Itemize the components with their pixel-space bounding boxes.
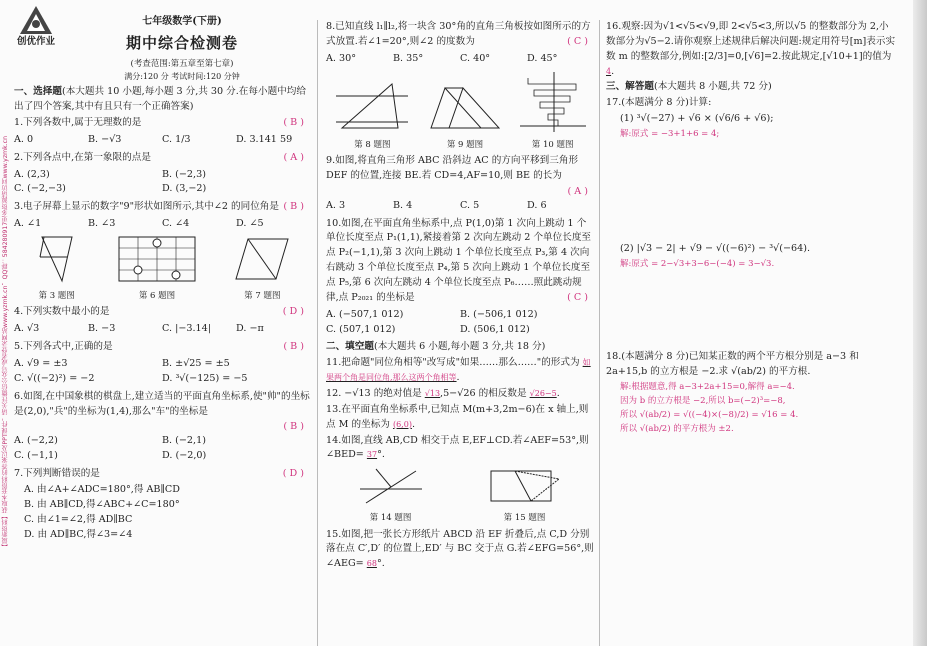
q14-text-end: °. xyxy=(377,449,385,461)
translated-triangle-diagram xyxy=(425,78,505,134)
figure-q7-caption: 第 7 题图 xyxy=(244,291,281,302)
q6-option-a: A. (−2,2) xyxy=(14,435,58,447)
column-2 xyxy=(326,20,594,573)
q10-option-b: B. (−506,1 012) xyxy=(460,308,538,320)
q5-option-d: D. ³√(−125) = −5 xyxy=(162,372,248,384)
q4-option-d: D. −π xyxy=(236,323,264,335)
q12-text-mid: ,5−√26 的相反数是 xyxy=(440,387,527,399)
figure-q10-caption: 第 10 题图 xyxy=(531,139,574,150)
q8-option-a: A. 30° xyxy=(326,52,357,64)
q2-text: 2.下列各点中,在第一象限的点是 xyxy=(14,151,151,163)
q17-space xyxy=(606,142,896,242)
q7-stem xyxy=(14,467,310,482)
figure-q3 xyxy=(32,235,82,303)
q8-options xyxy=(326,52,594,67)
q7-option-a: A. 由∠A+∠ADC=180°,得 AB∥CD xyxy=(24,483,180,495)
q4-text: 4.下列实数中最小的是 xyxy=(14,306,110,318)
q5-option-b: B. ±√25 = ±5 xyxy=(162,357,230,369)
q10-options xyxy=(326,308,594,338)
q3-answer: ( B ) xyxy=(283,201,304,213)
q10-answer: ( C ) xyxy=(567,291,588,303)
figure-q9 xyxy=(425,78,505,152)
q11-fill: 如果两个角是同位角,那么这两个角相等 xyxy=(326,358,591,383)
q16 xyxy=(606,20,896,79)
q18-solution4: 所以 √(ab/2) 的平方根为 ±2. xyxy=(620,424,734,435)
q10-text: 10.如图,在平面直角坐标系中,点 P(1,0)第 1 次向上跳动 1 个单位长度至点 P₁(1,1),紧接着第 2 次向左跳动 2 个单位长度至点 P₂(−1,1),第 3 次向上跳动 1 个单位长度至点 P₃,第 4 次向右跳动 3 个单位长度至点 P₄,第 5 次向上跳动 1 个单位长度至点 P₅,第 6 次向左跳动 4 个单位长度至点 P₆……照此跳动规律,点 P₂₀₂₁ 的坐标是 xyxy=(326,217,592,303)
figures-row-b xyxy=(326,70,594,152)
chess-board-diagram xyxy=(117,235,197,285)
q8-option-b: B. 35° xyxy=(393,52,424,64)
q4-options xyxy=(14,322,310,337)
q4-option-c: C. |−3.14| xyxy=(162,323,211,335)
figure-q14 xyxy=(356,465,426,525)
q18-solution1: 解:根据题意,得 a−3+2a+15=0,解得 a=−4. xyxy=(620,381,795,392)
q6-answer-line xyxy=(14,420,310,432)
q1-option-c: C. 1/3 xyxy=(162,133,191,145)
column-divider-1 xyxy=(317,20,318,646)
jumping-points-diagram xyxy=(518,70,588,134)
q7-option-c: C. 由∠1=∠2,得 AD∥BC xyxy=(24,513,133,525)
q1-answer: ( B ) xyxy=(283,117,304,129)
section1-desc: (本大题共 10 小题,每小题 3 分,共 30 分.在每小题中均给出了四个答案,其中有且只有一个正确答案) xyxy=(14,86,306,113)
folded-rectangle-diagram xyxy=(485,465,565,507)
q4-option-a: A. √3 xyxy=(14,323,40,335)
q10-option-c: C. (507,1 012) xyxy=(326,323,396,335)
section2 xyxy=(326,340,594,355)
q9-answer-line xyxy=(326,185,594,197)
q1-option-a: A. 0 xyxy=(14,133,34,145)
q15-fill: 68 xyxy=(366,559,377,569)
figures-row-a xyxy=(14,235,310,303)
q15 xyxy=(326,528,594,573)
q11-text-end: . xyxy=(456,372,460,384)
figure-q15-caption: 第 15 题图 xyxy=(503,513,546,524)
q15-text: 15.如图,把一张长方形纸片 ABCD 沿 EF 折叠后,点 C,D 分别落在点 C′,D′ 的位置上,ED′ 与 BC 交于点 G.若∠EFG=56°,则∠AEG= xyxy=(326,528,594,570)
q2-option-c: C. (−2,−3) xyxy=(14,183,66,195)
figure-q7 xyxy=(232,235,292,303)
q2-answer: ( A ) xyxy=(283,151,304,163)
q5-text: 5.下列各式中,正确的是 xyxy=(14,341,113,353)
q17-solution1: 解:原式 = −3+1+6 = 4; xyxy=(620,129,720,140)
q13-text: 13.在平面直角坐标系中,已知点 M(m+3,2m−6)在 x 轴上,则点 M 的坐标为 xyxy=(326,403,589,430)
q5-answer: ( B ) xyxy=(283,341,304,353)
side-strip: 【最新资料】获取本套资料的答案以及PPT课件，请关注微信公众号或者登录网站www.yzmk.cn，QQ群：584280917更多资源请访问www.yzmk.cn xyxy=(2,136,9,550)
q7-options xyxy=(14,483,310,542)
q16-text: 16.观察:因为√1<√5<√9,即 2<√5<3,所以√5 的整数部分为 2,小数部分为√5−2.请你观察上述规律后解决问题:规定用符号[m]表示实数 m 的整数部分,例如:[2/3]=0,[√6]=2.按此规定,[√10+1]的值为 xyxy=(606,21,896,62)
q1-option-b: B. −√3 xyxy=(88,133,122,145)
q9-option-a: A. 3 xyxy=(326,199,346,211)
q14 xyxy=(326,434,594,464)
header xyxy=(54,14,310,71)
q12-text-end: . xyxy=(556,387,560,399)
q8-answer: ( C ) xyxy=(567,35,588,47)
quadrilateral-diagram xyxy=(232,235,292,285)
header-title: 期中综合检测卷 xyxy=(125,33,238,52)
column-1 xyxy=(14,16,310,542)
q3-option-a: A. ∠1 xyxy=(14,218,42,230)
logo-text: 创优作业 xyxy=(16,36,55,47)
q6-options xyxy=(14,434,310,464)
q12-fill-1: √13 xyxy=(424,388,441,398)
q4-answer: ( D ) xyxy=(282,306,304,318)
section1 xyxy=(14,85,310,115)
section3-heading: 三、解答题 xyxy=(606,81,654,93)
figure-q8-caption: 第 8 题图 xyxy=(354,139,391,150)
q3-options xyxy=(14,217,310,232)
q3-text: 3.电子屏幕上显示的数字"9"形状如图所示,其中∠2 的同位角是 xyxy=(14,201,279,213)
section3 xyxy=(606,80,896,95)
q3-option-b: B. ∠3 xyxy=(88,218,116,230)
q14-fill: 37 xyxy=(366,450,378,460)
q5-options xyxy=(14,357,310,387)
column-3 xyxy=(606,20,896,438)
q1-stem xyxy=(14,116,310,131)
q3-option-d: D. ∠5 xyxy=(236,218,264,230)
q6-text: 6.如图,在中国象棋的棋盘上,建立适当的平面直角坐标系,使"帅"的坐标是(2,0),"兵"的坐标为(1,4),那么"车"的坐标是 xyxy=(14,390,310,417)
q16-fill: 4 xyxy=(606,66,612,76)
figure-q6-caption: 第 6 题图 xyxy=(138,291,176,302)
q9-stem xyxy=(326,154,594,184)
q17-part2: (2) |√3 − 2| + √9 − √((−6)²) − ³√(−64). xyxy=(620,243,811,255)
q6-option-d: D. (−2,0) xyxy=(162,450,207,462)
q9-option-b: B. 4 xyxy=(393,199,413,211)
q13 xyxy=(326,403,594,433)
q3-stem xyxy=(14,200,310,215)
q11-text: 11.把命题"同位角相等"改写成"如果……那么……"的形式为 xyxy=(326,357,580,369)
q9-options xyxy=(326,199,594,214)
q2-option-b: B. (−2,3) xyxy=(162,168,206,180)
q12 xyxy=(326,387,594,402)
q1-options xyxy=(14,133,310,148)
header-meta: 满分:120 分 考试时间:120 分钟 xyxy=(124,71,240,81)
q2-options xyxy=(14,168,310,198)
figure-q14-caption: 第 14 题图 xyxy=(369,513,412,524)
q14-text: 14.如图,直线 AB,CD 相交于点 E,EF⊥CD.若∠AEF=53°,则∠BED= xyxy=(326,434,589,461)
header-subtitle: 七年级数学(下册) xyxy=(142,16,222,27)
q9-text: 9.如图,将直角三角形 ABC 沿斜边 AC 的方向平移到三角形 DEF 的位置,连接 BE.若 CD=4,AF=10,则 BE 的长为 xyxy=(326,154,579,181)
q7-text: 7.下列判断错误的是 xyxy=(14,468,100,480)
q13-fill: (6,0) xyxy=(392,419,412,429)
section2-desc: (本大题共 6 小题,每小题 3 分,共 18 分) xyxy=(373,341,546,353)
q6-answer: ( B ) xyxy=(283,421,304,433)
q5-option-c: C. √((−2)²) = −2 xyxy=(14,372,95,384)
digit-nine-diagram xyxy=(32,235,82,285)
parallel-lines-triangle-diagram xyxy=(332,78,412,134)
q1-text: 1.下列各数中,属于无理数的是 xyxy=(14,117,142,129)
figure-q3-caption: 第 3 题图 xyxy=(38,291,75,302)
q2-option-d: D. (3,−2) xyxy=(162,183,207,195)
figure-q8 xyxy=(332,78,412,152)
q9-option-d: D. 6 xyxy=(527,199,547,211)
q2-stem xyxy=(14,151,310,166)
figure-q10 xyxy=(518,70,588,152)
section1-heading: 一、选择题 xyxy=(14,86,62,98)
section3-desc: (本大题共 8 小题,共 72 分) xyxy=(653,81,772,93)
q6-stem xyxy=(14,390,310,420)
q8-option-d: D. 45° xyxy=(527,52,558,64)
q4-stem xyxy=(14,305,310,320)
q1-option-d: D. 3.141 59 xyxy=(236,133,293,145)
q10-stem xyxy=(326,217,594,306)
intersecting-lines-diagram xyxy=(356,465,426,507)
column-divider-2 xyxy=(599,20,600,646)
figure-q15 xyxy=(485,465,565,525)
q8-stem xyxy=(326,20,594,50)
q2-option-a: A. (2,3) xyxy=(14,168,50,180)
q9-option-c: C. 5 xyxy=(460,199,480,211)
page-edge xyxy=(913,0,927,646)
q8-text: 8.已知直线 l₁∥l₂,将一块含 30°角的直角三角板按如图所示的方式放置.若∠1=20°,则∠2 的度数为 xyxy=(326,21,591,47)
header-range: (考查范围:第五章至第七章) xyxy=(130,58,234,69)
q18-solution3: 所以 √(ab/2) = √((−4)×(−8)/2) = √16 = 4. xyxy=(620,410,799,421)
figure-q6 xyxy=(117,235,197,303)
q18-solution2: 因为 b 的立方根是 −2,所以 b=(−2)³=−8, xyxy=(620,396,786,407)
q13-text-end: . xyxy=(411,418,415,430)
q7-option-b: B. 由 AB∥CD,得∠ABC+∠C=180° xyxy=(24,498,180,510)
q5-option-a: A. √9 = ±3 xyxy=(14,357,68,369)
q7-option-d: D. 由 AD∥BC,得∠3=∠4 xyxy=(24,528,133,540)
q3-option-c: C. ∠4 xyxy=(162,218,190,230)
q6-option-b: B. (−2,1) xyxy=(162,435,206,447)
q17-solution2: 解:原式 = 2−√3+3−6−(−4) = 3−√3. xyxy=(620,259,775,270)
q9-answer: ( A ) xyxy=(567,185,588,197)
q11 xyxy=(326,356,594,386)
figures-row-c xyxy=(326,465,594,525)
q12-fill-2: √26−5 xyxy=(529,388,557,398)
q10-option-d: D. (506,1 012) xyxy=(460,323,530,335)
q18-text: 18.(本题满分 8 分)已知某正数的两个平方根分别是 a−3 和 2a+15,b 的立方根是 −2.求 √(ab/2) 的平方根. xyxy=(606,351,859,378)
q16-text-end: . xyxy=(611,65,615,77)
q4-option-b: B. −3 xyxy=(88,323,116,335)
q12-text: 12. −√13 的绝对值是 xyxy=(326,387,422,399)
q7-answer: ( D ) xyxy=(282,468,304,480)
q8-option-c: C. 40° xyxy=(460,52,491,64)
q15-text-end: °. xyxy=(376,558,385,570)
q5-stem xyxy=(14,340,310,355)
q17-space-2 xyxy=(606,272,896,350)
q6-option-c: C. (−1,1) xyxy=(14,450,58,462)
figure-q9-caption: 第 9 题图 xyxy=(446,139,484,150)
q17-head: 17.(本题满分 8 分)计算: xyxy=(606,97,712,109)
q10-option-a: A. (−507,1 012) xyxy=(326,308,404,320)
section2-heading: 二、填空题 xyxy=(326,341,374,353)
q17-part1: (1) ³√(−27) + √6 × (√6/6 + √6); xyxy=(620,113,774,125)
